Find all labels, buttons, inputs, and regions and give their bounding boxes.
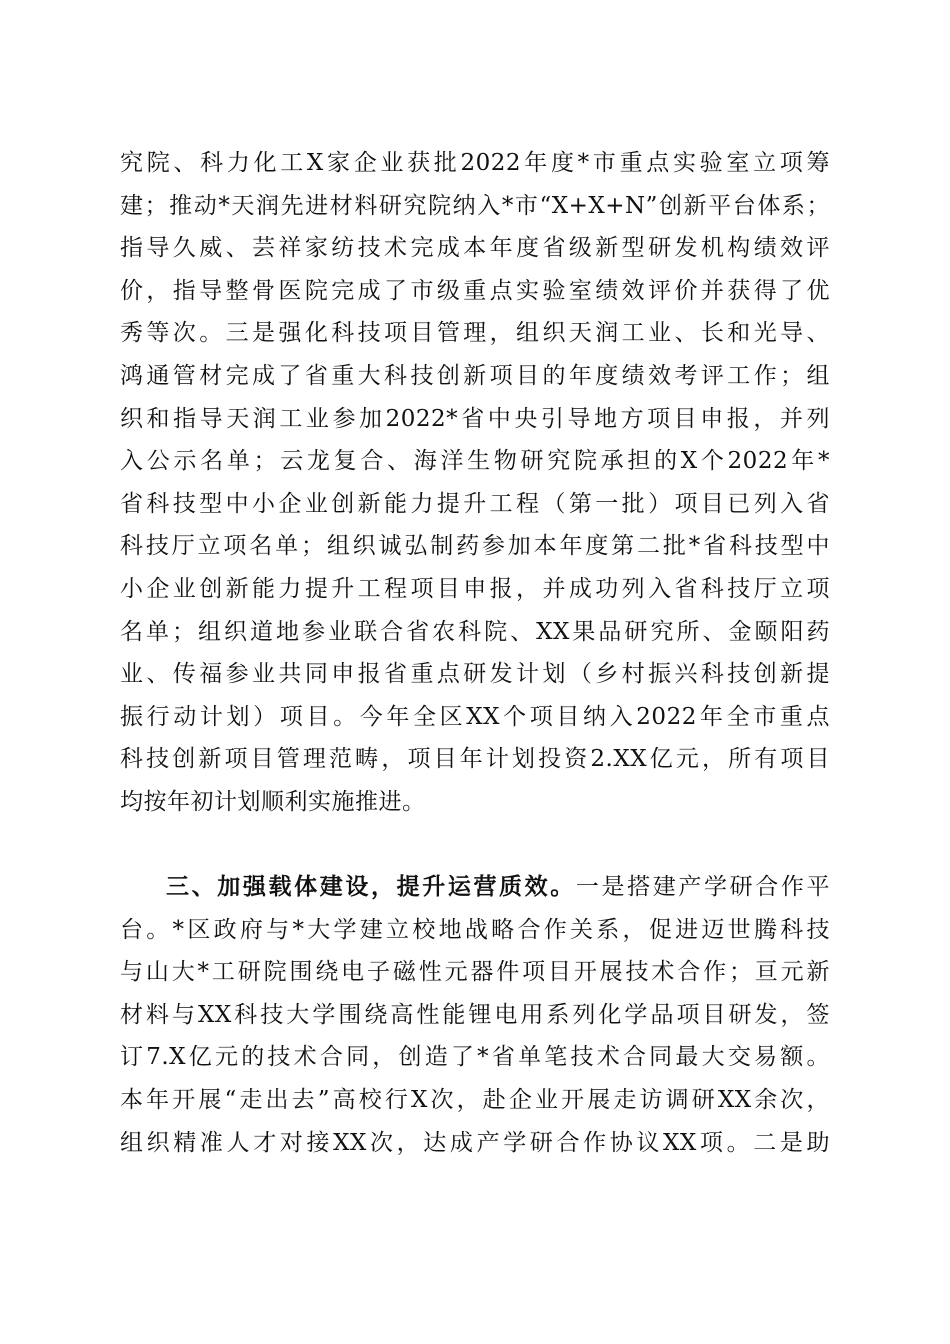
paragraph-line: 名单；组织道地参业联合省农科院、XX果品研究所、金颐阳药 xyxy=(120,618,830,645)
paragraph-line: 订7.X亿元的技术合同，创造了*省单笔技术合同最大交易额。 xyxy=(120,1044,830,1071)
section-heading: 三、加强载体建设，提升运营质效。 xyxy=(166,874,576,900)
paragraph-1 xyxy=(120,142,830,824)
paragraph-line: 均按年初计划顺利实施推进。 xyxy=(120,788,426,815)
paragraph-line: 台。*区政府与*大学建立校地战略合作关系，促进迈世腾科技 xyxy=(120,916,830,943)
paragraph-line: 秀等次。三是强化科技项目管理，组织天润工业、长和光导、 xyxy=(120,320,830,347)
paragraph-line: 本年开展“走出去”高校行X次，赴企业开展走访调研XX余次， xyxy=(120,1086,830,1113)
paragraph-line: 与山大*工研院围绕电子磁性元器件项目开展技术合作；亘元新 xyxy=(120,959,830,986)
paragraph-line: 小企业创新能力提升工程项目申报，并成功列入省科技厅立项 xyxy=(120,575,830,602)
paragraph-line: 组织精准人才对接XX次，达成产学研合作协议XX项。二是助 xyxy=(120,1129,830,1156)
paragraph-line: 入公示名单；云龙复合、海洋生物研究院承担的X个2022年* xyxy=(120,448,830,475)
paragraph-line: 科技厅立项名单；组织诚弘制药参加本年度第二批*省科技型中 xyxy=(120,533,830,560)
paragraph-line: 指导久威、芸祥家纺技术完成本年度省级新型研发机构绩效评 xyxy=(120,235,830,262)
paragraph-2 xyxy=(120,866,830,1164)
paragraph-first-line xyxy=(120,866,830,909)
paragraph-line: 业、传福参业共同申报省重点研发计划（乡村振兴科技创新提 xyxy=(120,661,830,688)
paragraph-line: 建；推动*天润先进材料研究院纳入*市“X+X+N”创新平台体系； xyxy=(120,192,830,219)
paragraph-line: 鸿通管材完成了省重大科技创新项目的年度绩效考评工作；组 xyxy=(120,362,830,389)
paragraph-line: 振行动计划）项目。今年全区XX个项目纳入2022年全市重点 xyxy=(120,703,830,730)
paragraph-line: 科技创新项目管理范畴，项目年计划投资2.XX亿元，所有项目 xyxy=(120,746,830,773)
paragraph-line: 价，指导整骨医院完成了市级重点实验室绩效评价并获得了优 xyxy=(120,277,830,304)
paragraph-line-rest: 一是搭建产学研合作平 xyxy=(575,874,831,900)
paragraph-line: 省科技型中小企业创新能力提升工程（第一批）项目已列入省 xyxy=(120,490,830,517)
paragraph-line: 织和指导天润工业参加2022*省中央引导地方项目申报，并列 xyxy=(120,405,830,432)
paragraph-line: 材料与XX科技大学围绕高性能锂电用系列化学品项目研发，签 xyxy=(120,1001,830,1028)
paragraph-line: 究院、科力化工X家企业获批2022年度*市重点实验室立项筹 xyxy=(120,150,830,176)
